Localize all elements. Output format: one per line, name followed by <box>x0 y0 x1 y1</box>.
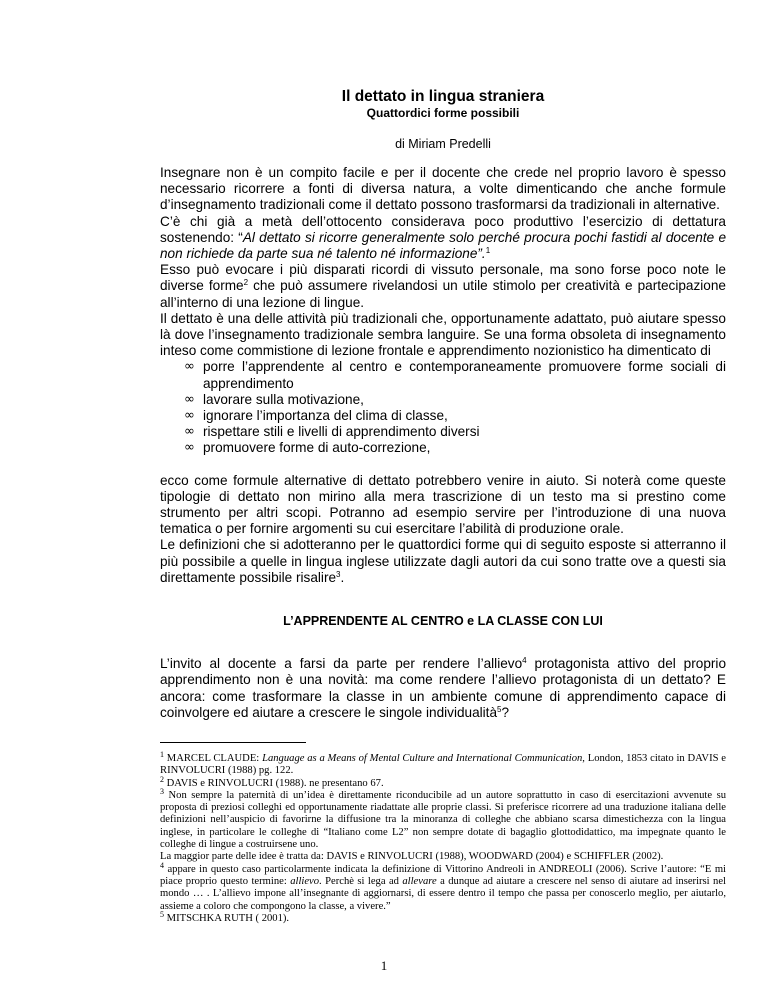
intro-paragraph-1: Insegnare non è un compito facile e per il docente che crede nel proprio lavoro è spesso necessario ricorrere a fonti di diversa natura, a volte dimenticando che anche formule d’insegnamento tradizionali come il dettato possono trasformarsi da tradizionali in alternative. <box>160 165 726 213</box>
footnote-5 <box>160 909 726 925</box>
infinity-bullet-icon: ∞ <box>184 391 195 407</box>
list-item-text: promuovere forme di auto-correzione, <box>203 440 431 456</box>
footnote-ref-5: 5 <box>497 704 502 714</box>
infinity-bullet-icon: ∞ <box>184 408 195 424</box>
section-text-c: ? <box>501 704 510 720</box>
list-item <box>184 424 726 440</box>
body-paragraph-1: ecco come formule alternative di dettato potrebbero venire in aiuto. Si noterà come queste tipologie di dettato non mirino alla mera trascrizione di un testo ma si prestino come strumento per altri scopi. Potranno ad esempio servire per l’introduzione di una nuova tematica o per fornire argomenti su cui esercitare l’abilità di produzione orale. <box>160 472 726 537</box>
section-text-b: protagonista attivo del proprio apprendimento non è una novità: ma come rendere l’allievo protagonista di un dettato? E ancora: come trasformare la classe in un ambiente comune di apprendimento capace di coinvolgere ed aiutare a crescere le singole individualità <box>160 656 726 720</box>
intro-paragraph-2 <box>160 214 726 263</box>
footnote-text: MITSCHKA RUTH ( 2001). <box>164 912 290 924</box>
footnote-divider <box>160 742 306 743</box>
footnote-ref-2: 2 <box>243 278 249 288</box>
footnote-text: a dunque ad aiutare a crescere nel senso di aiutare ad inserirsi nel mondo … . L’allievo impone all’insegnante di aggiornarsi, di essere dentro il tempo che passa per conoscerlo meglio, per aiutarlo, assieme a coloro che compongono la classe, a vivere.” <box>160 875 726 912</box>
intro-p3-text-b: che può assumere rivelandosi un utile stimolo per creatività e partecipazione all’interno di una lezione di lingue. <box>160 278 726 310</box>
infinity-bullet-icon: ∞ <box>184 424 195 440</box>
footnote-number: 3 <box>160 786 164 796</box>
list-item-text: porre l’apprendente al centro e contemporaneamente promuovere forme sociali di apprendimento <box>203 359 726 391</box>
section-paragraph <box>160 656 726 721</box>
list-item <box>184 440 726 456</box>
section-text-a: L’invito al docente a farsi da parte per rendere l’allievo <box>160 656 523 672</box>
body-p2-end: . <box>340 569 345 585</box>
document-subtitle: Quattordici forme possibili <box>366 106 520 120</box>
footnote-2 <box>160 774 726 790</box>
list-item <box>184 408 726 424</box>
document-title: Il dettato in lingua straniera <box>341 88 545 105</box>
body-paragraph-2 <box>160 537 726 586</box>
footnote-number: 4 <box>160 860 164 870</box>
footnote-3 <box>160 786 726 851</box>
intro-p2-text: C’è chi già a metà dell’ottocento considerava poco produttivo l’esercizio di dettatura sostenendo: “ <box>160 213 726 245</box>
intro-paragraph-3 <box>160 262 726 311</box>
footnotes-area <box>160 742 726 925</box>
intro-paragraph-4: Il dettato è una delle attività più tradizionali che, opportunamente adattato, può aiutare spesso là dove l’insegnamento tradizionale sembra languire. Se una forma obsoleta di insegnamento inteso come commistione di lezione frontale e apprendimento nozionistico ha dimenticato di <box>160 310 726 359</box>
body-p2-text: Le definizioni che si adotteranno per le quattordici forme qui di seguito esposte si atterranno il più possibile a quelle in lingua inglese utilizzate dagli autori da cui sono tratte ove a questi sia direttamente possibile risalire <box>160 537 726 585</box>
footnote-italic: allevare <box>402 875 437 887</box>
list-item-text: lavorare sulla motivazione, <box>203 391 364 407</box>
footnote-text: DAVIS e RINVOLUCRI (1988). ne presentano 67. <box>164 777 384 789</box>
bullet-list <box>160 359 726 456</box>
quote-text: Al dettato si ricorre generalmente solo perché procura pochi fastidi al docente e non richiede da parte sua né talento né informazione”. <box>160 229 727 262</box>
footnote-number: 5 <box>160 909 164 919</box>
author-line: di Miriam Predelli <box>395 137 491 151</box>
infinity-bullet-icon: ∞ <box>184 359 195 375</box>
document-page <box>160 88 726 721</box>
list-item <box>184 359 726 391</box>
footnote-ref-1: 1 <box>485 246 491 256</box>
footnote-text: , London, 1853 citato in DAVIS e RINVOLUCRI (1988) pg. 122. <box>160 753 727 777</box>
infinity-bullet-icon: ∞ <box>184 440 195 456</box>
footnote-text: . Perchè si lega ad <box>319 875 403 887</box>
footnote-3-continued: La maggior parte delle idee è tratta da: DAVIS e RINVOLUCRI (1988), WOODWARD (2004) e SCHIFFLER (2002). <box>160 851 664 863</box>
intro-p3-text-a: Esso può evocare i più disparati ricordi di vissuto personale, ma sono forse poco note le diverse forme <box>160 262 726 294</box>
footnote-ref-4: 4 <box>522 656 527 666</box>
footnote-text: Non sempre la paternità di un’idea è direttamente riconducibile ad un autore soprattutto in caso di esercitazioni avvenute su proposta di preziosi colleghi ed opportunamente riadattate alle proprie classi. Si preferisce ricorrere ad una traduzione italiana delle definizioni nell’auspicio di favorirne la diffusione tra la minoranza di colleghe che abbiano scarsa dimestichezza con la lingua inglese, in particolare le colleghe di “Italiano come L2” non sempre dotate di bagaglio glottodidattico, ma impegnate quanto le colleghe di lingue a costruirsene uno. <box>160 789 726 851</box>
section-heading: L’APPRENDENTE AL CENTRO e LA CLASSE CON LUI <box>283 614 603 629</box>
footnote-ref-3: 3 <box>336 569 341 579</box>
list-item-text: ignorare l’importanza del clima di classe, <box>203 408 448 424</box>
footnote-number: 2 <box>160 774 164 784</box>
footnote-text: appare in questo caso particolarmente indicata la definizione di Vittorino Andreoli in ANDREOLI (2006). Scrive l’autore: “E mi piace proprio questo termine: <box>160 863 726 887</box>
spacer <box>160 457 726 473</box>
footnote-text: MARCEL CLAUDE: <box>164 753 263 764</box>
footnote-1 <box>160 750 727 778</box>
list-item <box>184 392 726 408</box>
footnote-italic: allievo <box>290 875 320 887</box>
footnote-number: 1 <box>160 750 164 759</box>
list-item-text: rispettare stili e livelli di apprendimento diversi <box>203 424 480 440</box>
footnote-4 <box>160 860 726 913</box>
footnote-italic: Language as a Means of Mental Culture and International Communication <box>262 753 583 764</box>
page-number: 1 <box>380 958 388 973</box>
